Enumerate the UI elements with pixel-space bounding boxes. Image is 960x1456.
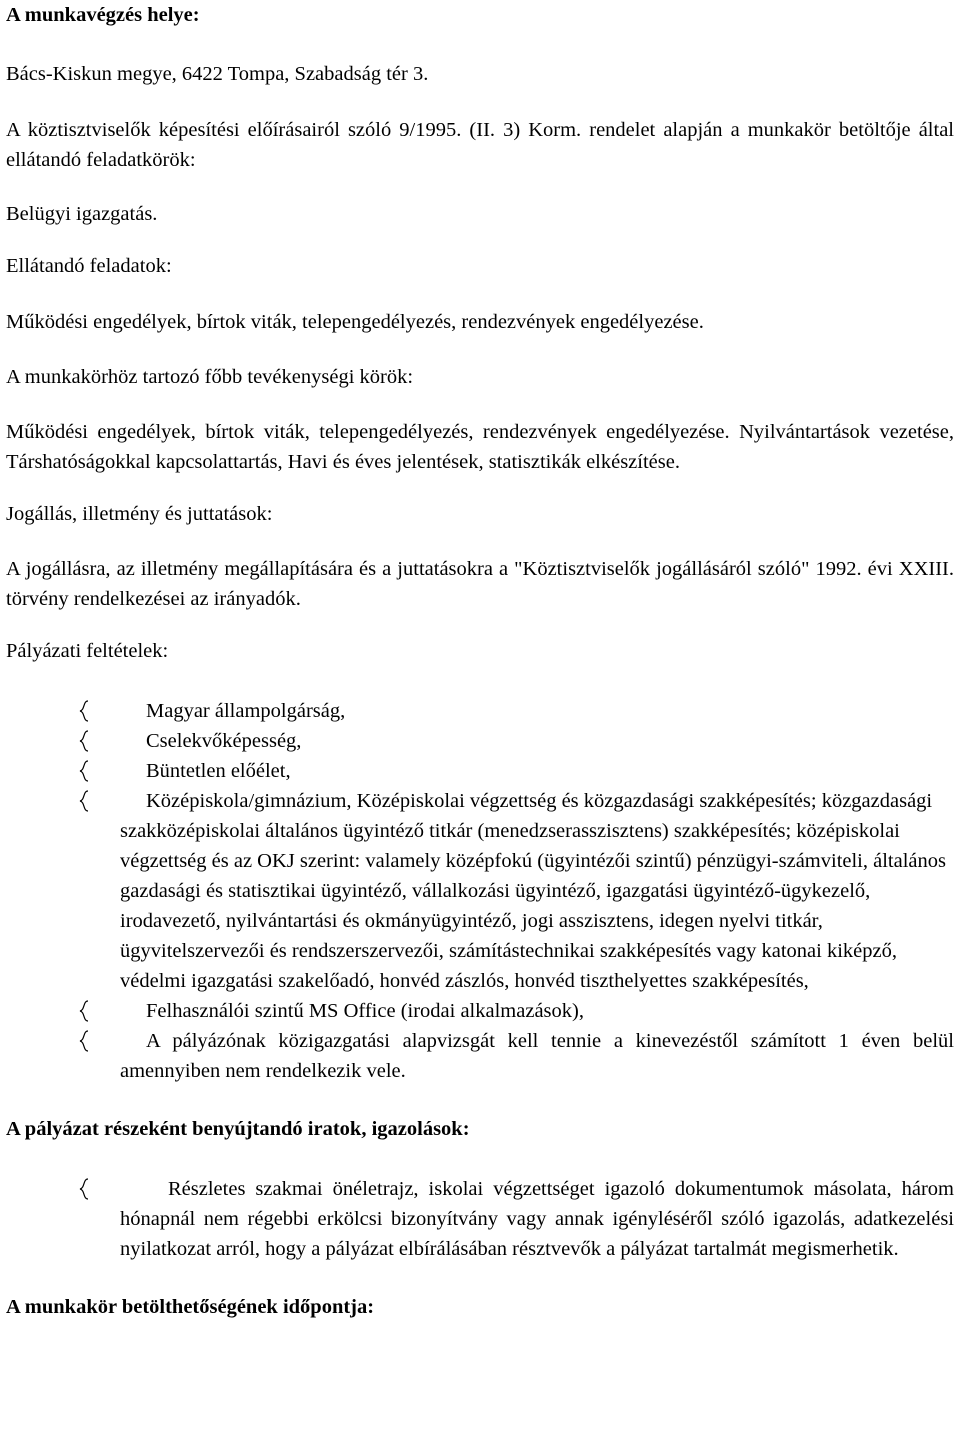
curly-brace-bullet-icon <box>78 700 90 722</box>
activities-text: Működési engedélyek, bírtok viták, telepengedélyezés, rendezvények engedélyezése. Nyilvántartások vezetése, Társhatóságokkal kapcsolattartás, Havi és éves jelentések, statisztikák elkészítése. <box>6 421 954 473</box>
list-item: Cselekvőképesség, <box>6 726 954 756</box>
curly-brace-bullet-icon <box>78 790 90 812</box>
start-date-heading: A munkakör betölthetőségének időpontja: <box>6 1296 375 1318</box>
list-item: A pályázónak közigazgatási alapvizsgát kell tennie a kinevezéstől számított 1 éven belül amennyiben nem rendelkezik vele. <box>6 1026 954 1086</box>
documents-list <box>6 1174 954 1264</box>
conditions-heading: Pályázati feltételek: <box>6 640 169 662</box>
duties-intro: A köztisztviselők képesítési előírásairól szóló 9/1995. (II. 3) Korm. rendelet alapján a munkakör betöltője által ellátandó feladatkörök: <box>6 119 954 171</box>
curly-brace-bullet-icon <box>78 1178 90 1200</box>
curly-brace-bullet-icon <box>78 1000 90 1022</box>
list-item: Középiskola/gimnázium, Középiskolai végzettség és közgazdasági szakképesítés; közgazdasági szakközépiskolai általános ügyintéző titkár (menedzserasszisztens) szakképesítés; középiskolai végzettség és az OKJ szerint: valamely középfokú (ügyintézői szintű) pénzügyi-számviteli, általános gazdasági és statisztikai ügyintéző, vállalkozási ügyintéző, igazgatási ügyintéző-ügykezelő, irodavezető, nyilvántartási és okmányügyintéző, jogi asszisztens, idegen nyelvi titkár, ügyvitelszervezői és rendszerszervezői, számítástechnikai szakképesítés vagy katonai kiképző, védelmi igazgatási szakelőadó, honvéd zászlós, honvéd tiszthelyettes szakképesítés, <box>6 786 954 996</box>
documents-heading: A pályázat részeként benyújtandó iratok, igazolások: <box>6 1118 470 1140</box>
status-text: A jogállásra, az illetmény megállapítására és a juttatásokra a "Köztisztviselők jogállásáról szóló" 1992. évi XXIII. törvény rendelkezései az irányadók. <box>6 558 954 610</box>
tasks-heading: Ellátandó feladatok: <box>6 255 172 277</box>
curly-brace-bullet-icon <box>78 760 90 782</box>
activities-heading: A munkakörhöz tartozó főbb tevékenységi körök: <box>6 366 414 388</box>
list-item: Büntetlen előélet, <box>6 756 954 786</box>
workplace-heading: A munkavégzés helye: <box>6 4 200 26</box>
tasks-text: Működési engedélyek, bírtok viták, telepengedélyezés, rendezvények engedélyezése. <box>6 311 704 333</box>
conditions-list <box>6 696 954 1086</box>
list-item: Magyar állampolgárság, <box>6 696 954 726</box>
curly-brace-bullet-icon <box>78 730 90 752</box>
list-item: Felhasználói szintű MS Office (irodai alkalmazások), <box>6 996 954 1026</box>
status-heading: Jogállás, illetmény és juttatások: <box>6 503 273 525</box>
list-item: Részletes szakmai önéletrajz, iskolai végzettséget igazoló dokumentumok másolata, három hónapnál nem régebbi erkölcsi bizonyítvány vagy annak igényléséről szóló igazolás, adatkezelési nyilatkozat arról, hogy a pályázat elbírálásában résztvevők a pályázat tartalmát megismerhetik. <box>6 1174 954 1264</box>
curly-brace-bullet-icon <box>78 1030 90 1052</box>
document-page <box>6 0 954 1322</box>
duties-value: Belügyi igazgatás. <box>6 203 158 225</box>
workplace-text: Bács-Kiskun megye, 6422 Tompa, Szabadság tér 3. <box>6 63 429 85</box>
